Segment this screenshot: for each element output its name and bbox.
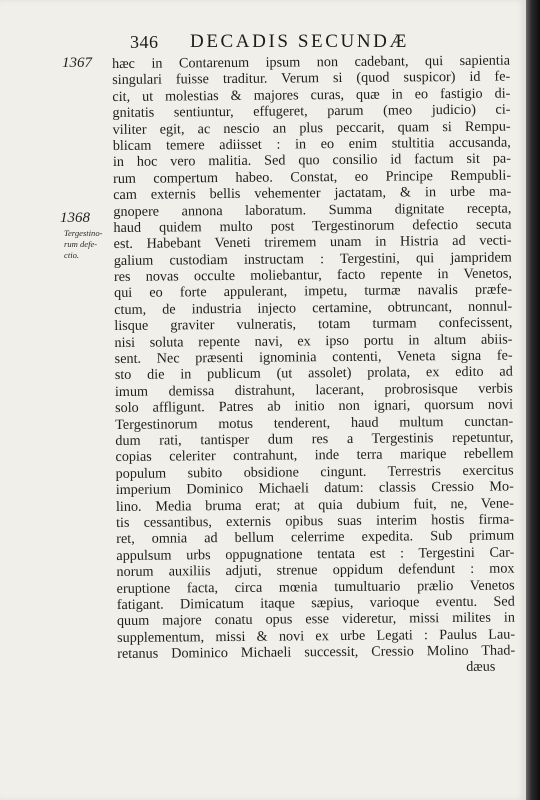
text-line: solo affligunt. Patres ab initio non ignari, quorsum novi [115, 396, 514, 417]
text-line: eruptione facta, circa mœnia tumultuario prælio Venetos [116, 577, 515, 597]
margin-note-line: ctio. [64, 250, 80, 260]
text-line: viliter egit, ac nescio an plus peccarit, quam si Rempu- [112, 118, 511, 138]
text-line: cit, ut molestias & majores curas, quæ in eo fastigio di- [112, 85, 511, 105]
text-line: cam externis bellis vehementer jactatam, & in urbe ma- [113, 183, 512, 204]
text-line: res novas occulte moliebantur, facto repente in Venetos, [113, 265, 512, 286]
text-line: lino. Media bruma erat; at quia dubium fuit, ne, Vene- [115, 495, 514, 515]
text-line: haud quidem multo post Tergestinorum defectio secuta [113, 216, 512, 236]
page-edge-shadow [526, 0, 540, 800]
text-line: gnopere annona laboratum. Summa dignitate recepta, [113, 200, 512, 220]
margin-year-1368: 1368 [60, 210, 90, 226]
text-line: ret, omnia ad bellum celerrime expedita. Sub primum [116, 527, 515, 548]
text-line: lisque graviter vulneratis, totam turmam confecissent, [114, 314, 513, 335]
text-line: retanus Dominico Michaeli successit, Cressio Molino Thad- [117, 642, 516, 663]
body-text [112, 53, 515, 679]
margin-note-line: Tergestino- [64, 228, 103, 238]
text-line: tis cessantibus, externis opibus suas interim hostis firma- [116, 511, 515, 531]
text-line: galium custodiam instructam : Tergestini, qui jampridem [113, 249, 512, 269]
text-line: in hoc vero malitia. Sed quo consilio id factum sit pa- [112, 150, 511, 171]
page-number: 346 [130, 32, 159, 52]
text-line: blicam temere adiisset : in eo enim stultitia accusanda, [112, 134, 511, 154]
margin-year-1367: 1367 [62, 55, 92, 71]
text-line: dæus [466, 659, 496, 676]
text-line: quum majore conatu opus esse videretur, missi milites in [116, 609, 515, 630]
text-line: qui eo forte appulerant, impetu, turmæ navalis præfe- [114, 281, 513, 302]
text-line: nisi soluta repente navi, ex ipso portu in altum abiis- [114, 331, 513, 351]
text-line: norum auxiliis adjuti, strenue oppidum defendunt : mox [116, 560, 515, 581]
text-line: dum rati, tantisper dum res a Tergestinis repetuntur, [115, 429, 514, 449]
text-line: rum compertum habeo. Constat, eo Principe Rempubli- [113, 167, 512, 187]
margin-note [64, 228, 120, 261]
text-line: copias celeriter contrahunt, inde terra marique rebellem [115, 445, 514, 466]
margin-note-line: rum defe- [64, 239, 98, 249]
text-line: appulsum urbs oppugnatione tentata est : Tergestini Car- [116, 544, 515, 564]
running-head: DECADIS SECUNDÆ [190, 31, 409, 52]
text-line: sto die in publicum (ut assolet) prolata, ex edito ad [114, 363, 513, 384]
text-line: populum subito obsidione cingunt. Terrestris exercitus [115, 462, 514, 482]
text-line: fatigant. Dimicatum itaque sæpius, varioque eventu. Sed [116, 593, 515, 613]
text-line: imum demissa distrahunt, lacerant, probrosisque verbis [114, 380, 513, 400]
text-line: supplementum, missi & novi ex urbe Legati : Paulus Lau- [117, 626, 516, 646]
text-line: Tergestinorum motus tenderent, haud multum cunctan- [115, 413, 514, 433]
text-line: gnitatis sentiuntur, effugeret, parum (meo judicio) ci- [112, 101, 511, 122]
text-line: hæc in Contarenum ipsum non cadebant, qui sapientia [112, 52, 511, 72]
text-line: ctum, de industria injecto certamine, obtruncant, nonnul- [114, 298, 513, 318]
text-line: singulari fuisse traditur. Verum si (quod suspicor) id fe- [112, 68, 511, 89]
text-line: est. Habebant Veneti triremem unam in Histria ad vecti- [113, 232, 512, 253]
page-header [0, 28, 526, 54]
text-line: imperium Dominico Michaeli datum: classis Cressio Mo- [115, 478, 514, 499]
text-line: sent. Nec præsenti ignominia contenti, Veneta signa fe- [114, 347, 513, 368]
